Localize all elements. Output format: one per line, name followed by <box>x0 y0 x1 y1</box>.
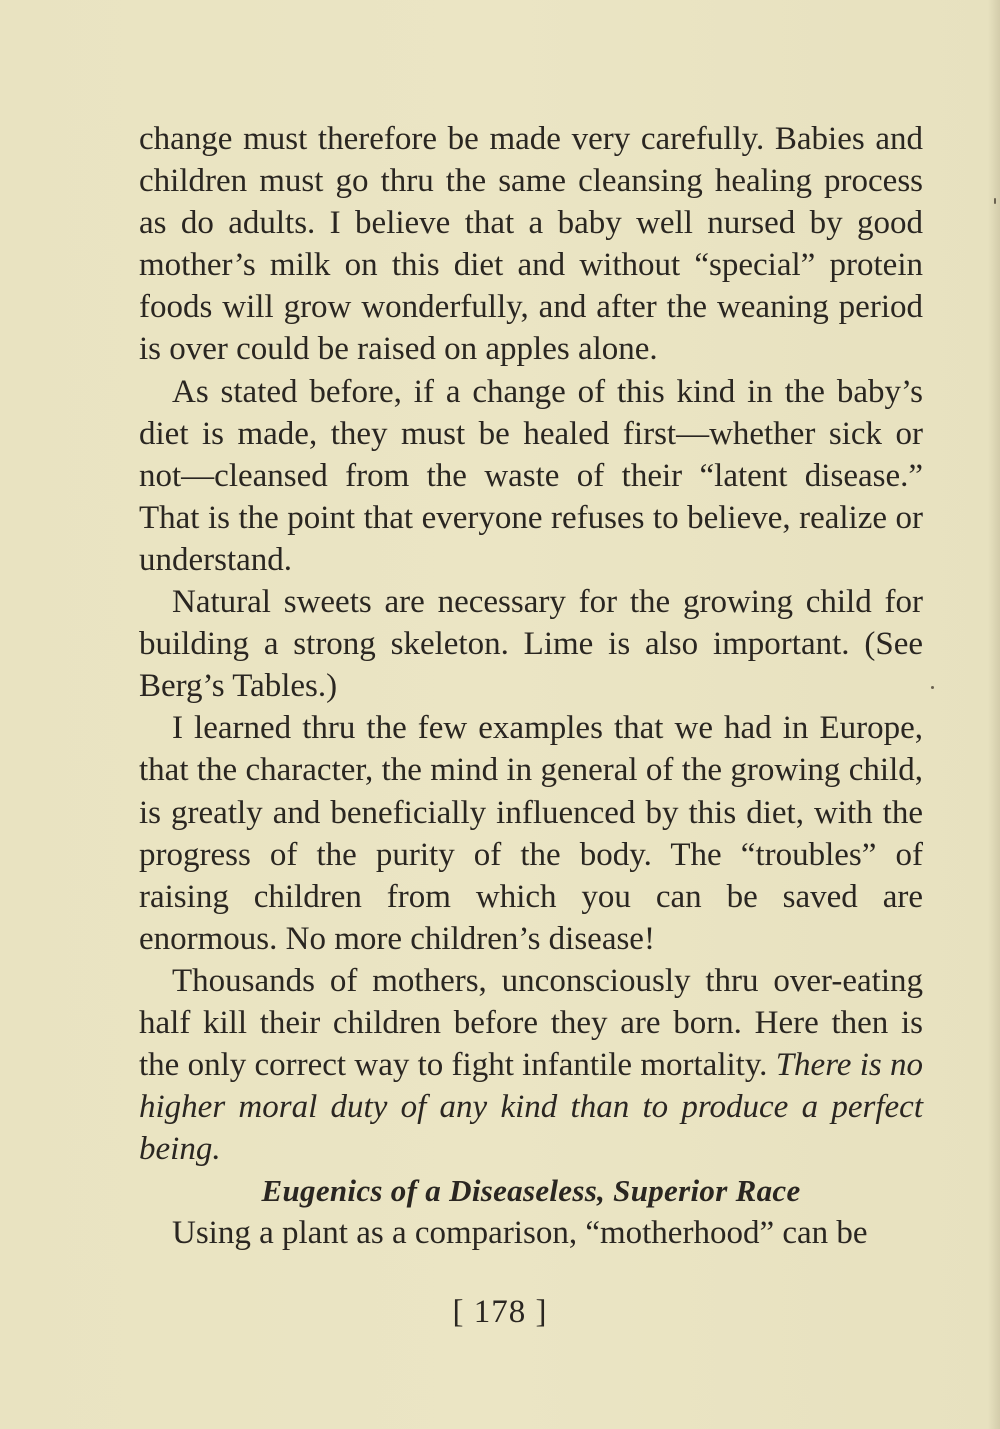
page-edge-shadow <box>988 0 1000 1429</box>
paragraph-continued: change must therefore be made very carefully. Babies and children must go thru the same cleansing healing process as do adults. I believe that a baby well nursed by good mother’s milk on this diet and without “special” protein foods will grow wonderfully, and after the weaning period is over could be raised on apples alone. <box>139 121 923 368</box>
paragraph-mothers-italic: There is no higher moral duty of any kind than to produce a perfect being. <box>139 1047 923 1168</box>
paragraph-mothers-roman: Thousands of mothers, unconsciously thru over-eating half kill their children before they are born. Here then is the only correct way to fight infantile mortality. <box>139 962 923 1084</box>
paragraph-plant-comparison: Using a plant as a comparison, “motherhood” can be <box>172 1215 868 1252</box>
page-number: [ 178 ] <box>452 1294 548 1330</box>
paragraph-natural-sweets: Natural sweets are necessary for the growing child for building a strong skeleton. Lime is also important. (See Berg’s Tables.) <box>139 584 923 705</box>
body-text <box>139 118 923 1255</box>
paper-speck <box>931 686 934 689</box>
paragraph-europe-examples: I learned thru the few examples that we had in Europe, that the character, the mind in general of the growing child, is greatly and beneficially influenced by this diet, with the progress of the purity of the body. The “troubles” of raising children from which you can be saved are enormous. No more children’s disease! <box>139 710 923 957</box>
section-heading: Eugenics of a Diseaseless, Superior Race <box>261 1173 801 1209</box>
paragraph-mothers <box>139 960 923 1170</box>
paragraph-baby-diet: As stated before, if a change of this kind in the baby’s diet is made, they must be healed first—whether sick or not—cleansed from the waste of their “latent disease.” That is the point that everyone refuses to believe, realize or understand. <box>139 373 923 578</box>
paper-speck <box>994 198 996 204</box>
